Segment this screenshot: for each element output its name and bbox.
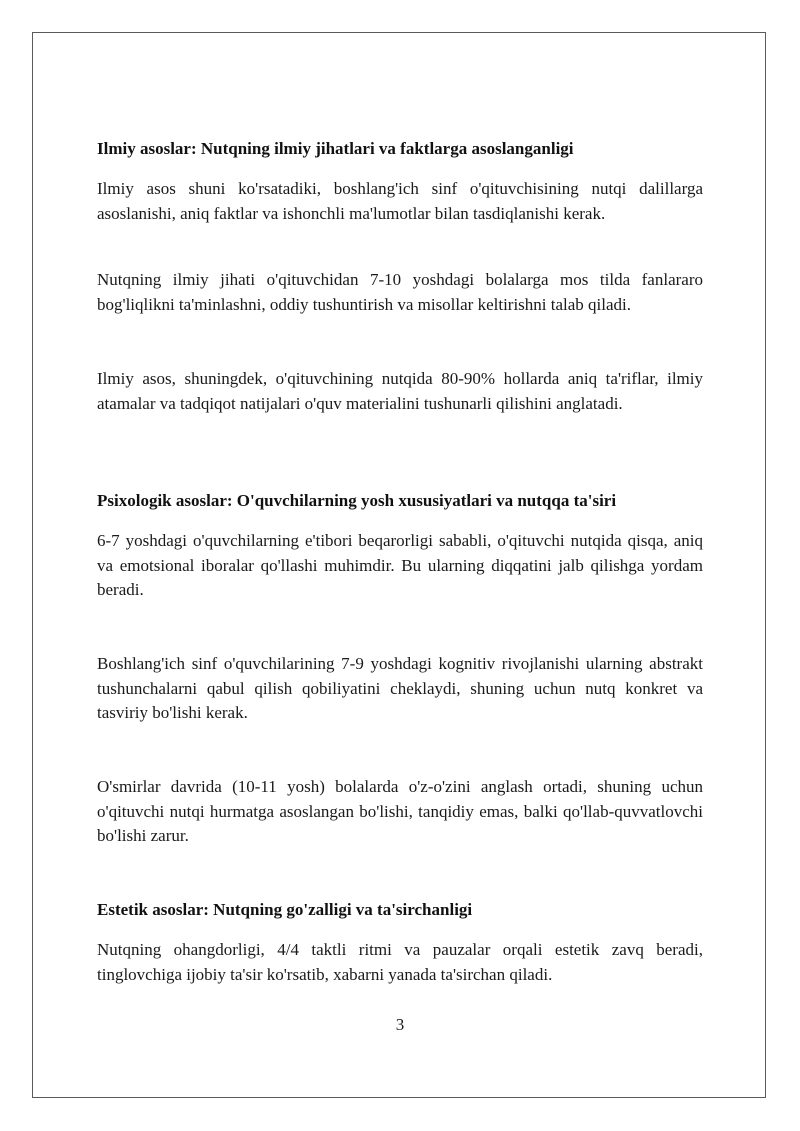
paragraph: Nutqning ohangdorligi, 4/4 taktli ritmi va pauzalar orqali estetik zavq beradi, tinglovchiga ijobiy ta'sir ko'rsatib, xabarni yanada ta'sirchan qiladi. bbox=[97, 940, 703, 984]
paragraph: Ilmiy asos shuni ko'rsatadiki, boshlang'ich sinf o'qituvchisining nutqi dalillarga asoslanishi, aniq faktlar va ishonchli ma'lumotlar bilan tasdiqlanishi kerak. bbox=[97, 179, 703, 223]
paragraph: 6-7 yoshdagi o'quvchilarning e'tibori beqarorligi sababli, o'qituvchi nutqida qisqa, aniq va emotsional iboralar qo'llashi muhimdir. Bu ularning diqqatini jalb qilishga yordam beradi. bbox=[97, 531, 703, 599]
page-number: 3 bbox=[395, 1015, 405, 1034]
paragraph: O'smirlar davrida (10-11 yosh) bolalarda o'z-o'zini anglash ortadi, shuning uchun o'qituvchi nutqi hurmatga asoslangan bo'lishi, tanqidiy emas, balki qo'llab-quvvatlovchi bo'lishi zarur. bbox=[97, 777, 703, 845]
section-heading-psychological: Psixologik asoslar: O'quvchilarning yosh xususiyatlari va nutqqa ta'siri bbox=[97, 491, 617, 510]
section-heading-scientific: Ilmiy asoslar: Nutqning ilmiy jihatlari va faktlarga asoslanganligi bbox=[97, 139, 574, 158]
paragraph: Nutqning ilmiy jihati o'qituvchidan 7-10 yoshdagi bolalarga mos tilda fanlararo bog'liqlikni ta'minlashni, oddiy tushuntirish va misollar keltirishni talab qiladi. bbox=[97, 270, 703, 314]
section-heading-aesthetic: Estetik asoslar: Nutqning go'zalligi va ta'sirchanligi bbox=[97, 900, 473, 919]
paragraph: Boshlang'ich sinf o'quvchilarining 7-9 yoshdagi kognitiv rivojlanishi ularning abstrakt tushunchalarni qabul qilish qobiliyatini cheklaydi, shuning uchun nutq konkret va tasviriy bo'lishi kerak. bbox=[97, 654, 703, 722]
paragraph: Ilmiy asos, shuningdek, o'qituvchining nutqida 80-90% hollarda aniq ta'riflar, ilmiy atamalar va tadqiqot natijalari o'quv materialini tushunarli qilishini anglatadi. bbox=[97, 369, 703, 413]
